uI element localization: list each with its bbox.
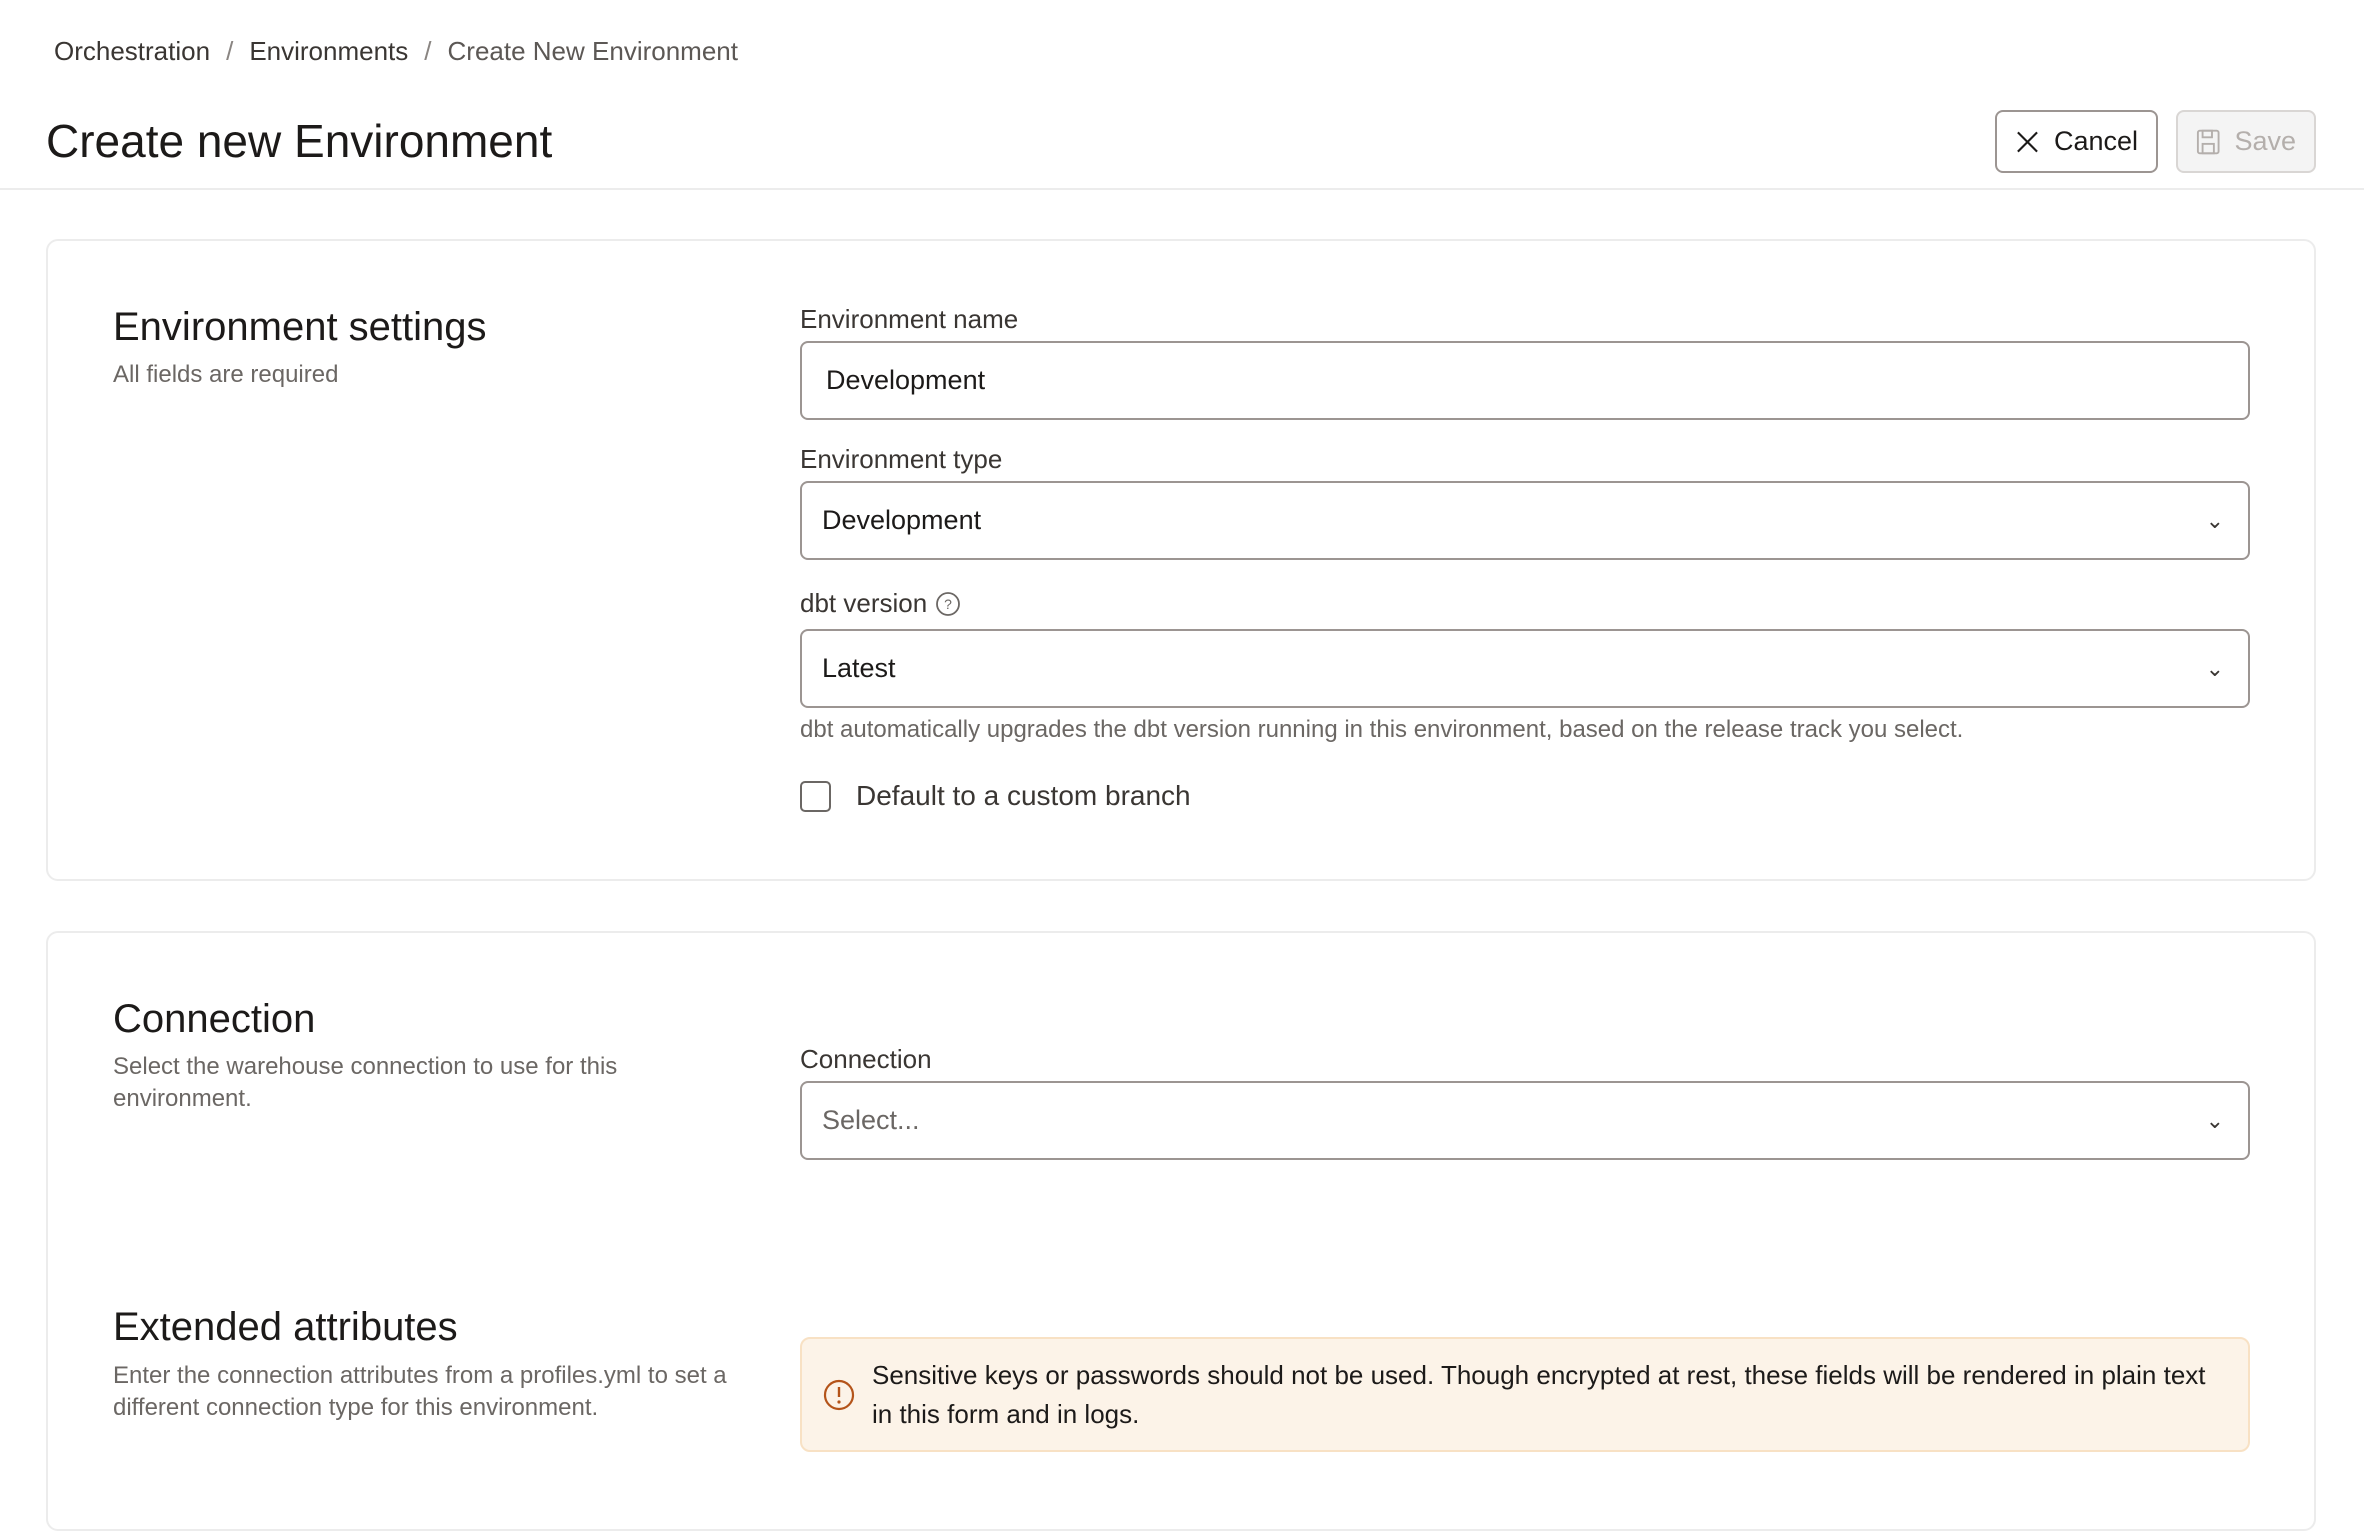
connection-title: Connection [113, 997, 316, 1041]
breadcrumb [54, 36, 738, 67]
custom-branch-checkbox[interactable] [800, 781, 831, 812]
environment-name-label: Environment name [800, 304, 1019, 334]
cancel-button[interactable] [1995, 110, 2158, 173]
save-label: Save [2234, 126, 2296, 156]
breadcrumb-current: Create New Environment [447, 36, 738, 66]
chevron-down-icon: ⌄ [2205, 655, 2224, 681]
help-icon[interactable] [935, 591, 961, 617]
chevron-down-icon: ⌄ [2205, 507, 2224, 533]
connection-label: Connection [800, 1044, 932, 1074]
extended-attributes-title: Extended attributes [113, 1305, 458, 1349]
environment-type-select[interactable] [800, 481, 2250, 560]
connection-placeholder: Select... [822, 1105, 920, 1135]
environment-name-value: Development [826, 365, 986, 395]
close-icon [2015, 129, 2040, 155]
dbt-version-label [800, 588, 961, 619]
environment-type-value: Development [822, 505, 982, 535]
header-divider [0, 188, 2364, 190]
dbt-version-label-text: dbt version [800, 588, 928, 618]
connection-description: Select the warehouse connection to use for this environment. [113, 1053, 618, 1112]
warning-text: Sensitive keys or passwords should not be used. Though encrypted at rest, these fields will be rendered in plain text in this form and in logs. [872, 1359, 2206, 1429]
breadcrumb-environments[interactable]: Environments [249, 36, 409, 66]
dbt-version-help: dbt automatically upgrades the dbt version running in this environment, based on the release track you select. [800, 716, 1964, 743]
breadcrumb-orchestration[interactable]: Orchestration [54, 36, 211, 66]
environment-type-label: Environment type [800, 444, 1003, 474]
warning-alert [800, 1337, 2250, 1452]
chevron-down-icon: ⌄ [2205, 1107, 2224, 1133]
save-icon [2196, 128, 2220, 156]
svg-text:?: ? [944, 595, 953, 612]
section-description: All fields are required [113, 361, 339, 388]
breadcrumb-separator: / [424, 36, 432, 66]
section-title: Environment settings [113, 305, 487, 349]
save-button[interactable] [2176, 110, 2316, 173]
cancel-label: Cancel [2053, 126, 2138, 156]
dbt-version-select[interactable] [800, 629, 2250, 708]
environment-name-input[interactable] [800, 341, 2250, 420]
dbt-version-value: Latest [822, 653, 896, 683]
connection-select[interactable] [800, 1081, 2250, 1160]
custom-branch-label[interactable]: Default to a custom branch [856, 780, 1191, 811]
page-title: Create new Environment [46, 115, 553, 167]
breadcrumb-separator: / [226, 36, 234, 66]
warning-icon [822, 1378, 856, 1412]
extended-attributes-description: Enter the connection attributes from a profiles.yml to set a different connection type for this environment. [113, 1362, 727, 1421]
